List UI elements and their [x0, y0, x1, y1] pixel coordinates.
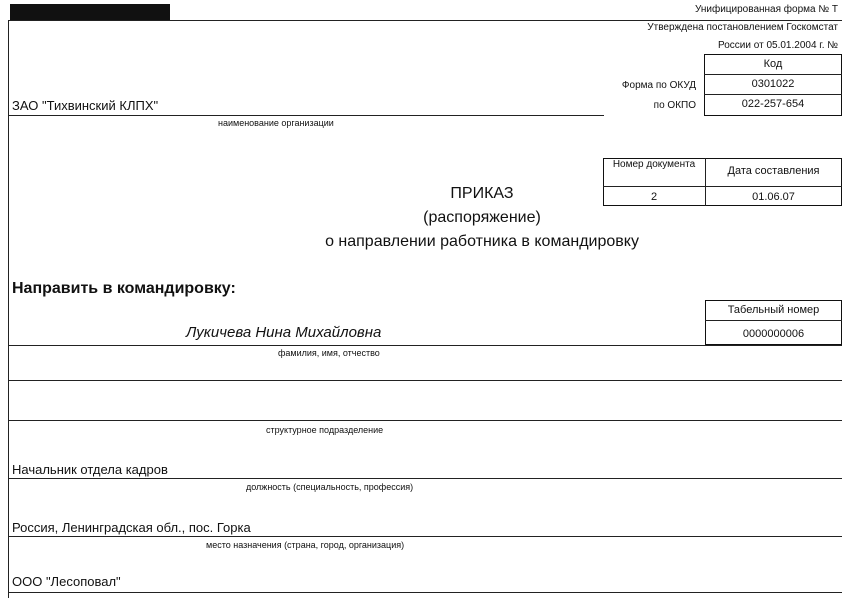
okud-label: Форма по ОКУД — [621, 80, 696, 91]
document-number-value: 2 — [650, 191, 658, 203]
destination-value: Россия, Ленинградская обл., пос. Горка — [12, 520, 251, 535]
department-caption: структурное подразделение — [266, 425, 384, 435]
form-line-3: России от 05.01.2004 г. № — [718, 40, 838, 51]
organization-underline — [8, 115, 604, 116]
document-date-value: 01.06.07 — [752, 191, 795, 203]
codes-row-divider-1 — [704, 74, 842, 75]
position-value: Начальник отдела кадров — [12, 462, 168, 477]
form-line-2: Утверждена постановлением Госкомстат — [647, 22, 838, 33]
full-name-caption: фамилия, имя, отчество — [278, 348, 380, 358]
organization-caption: наименование организации — [218, 118, 334, 128]
destination-organization-underline — [8, 592, 842, 593]
okud-value: 0301022 — [751, 78, 795, 90]
document-date-label: Дата составления — [727, 165, 820, 177]
tab-number-value: 0000000006 — [742, 328, 805, 340]
okpo-value: 022-257-654 — [741, 98, 805, 110]
destination-caption: место назначения (страна, город, организация) — [206, 540, 405, 550]
destination-underline — [8, 536, 842, 537]
codes-row-divider-2 — [704, 94, 842, 95]
blank-row-line — [8, 380, 842, 381]
redacted-bar — [10, 4, 170, 20]
tab-number-row-divider — [705, 320, 842, 321]
order-purpose: о направлении работника в командировку — [325, 233, 639, 250]
employee-full-name: Лукичева Нина Михайловна — [186, 324, 382, 341]
section-heading: Направить в командировку: — [12, 280, 236, 297]
department-underline — [8, 420, 842, 421]
document-number-label: Номер документа — [612, 159, 696, 170]
tab-number-label: Табельный номер — [727, 304, 820, 316]
organization-name: ЗАО "Тихвинский КЛПХ" — [12, 98, 159, 113]
position-underline — [8, 478, 842, 479]
order-subtitle: (распоряжение) — [423, 209, 541, 226]
destination-organization: ООО "Лесоповал" — [12, 574, 121, 589]
full-name-underline — [8, 345, 842, 346]
form-line-1: Унифицированная форма № Т — [694, 4, 838, 15]
position-caption: должность (специальность, профессия) — [246, 482, 414, 492]
top-rule — [8, 20, 842, 21]
okpo-label: по ОКПО — [653, 100, 696, 111]
left-border — [8, 20, 9, 598]
code-label: Код — [763, 58, 783, 70]
order-title: ПРИКАЗ — [450, 185, 514, 202]
